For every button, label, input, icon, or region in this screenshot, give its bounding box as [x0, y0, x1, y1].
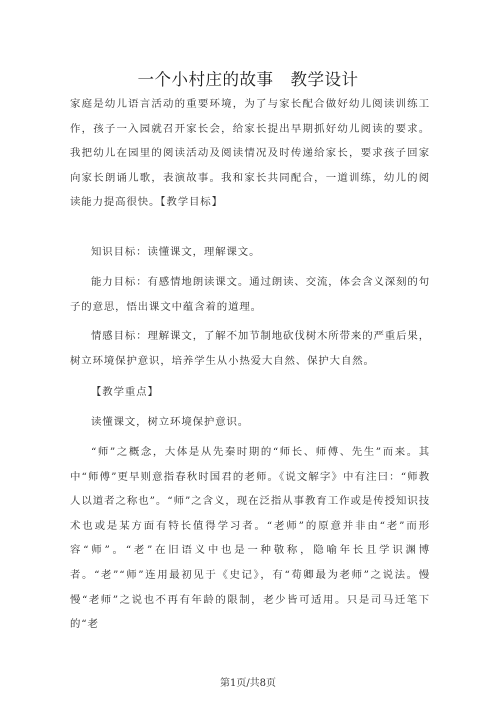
teacher-concept-paragraph: “师”之概念，大体是从先秦时期的“师长、师傅、先生”而来。其中“师傅”更早则意指春秋时国君的老师。《说文解字》中有注曰：“师教人以道者之称也”。“师”之含义，现在泛指从事教育工作或是传授知识技术也或是某方面有特长值得学习者。“老师”的原意并非由“老”而形容“师”。“老”在旧语义中也是一种敬称，隐喻年长且学识渊博者。“老”“师”连用最初见于《史记》，有“荀卿最为老师”之说法。慢慢“老师”之说也不再有年龄的限制，老少皆可适用。只是司马迁笔下的“老 — [70, 446, 430, 631]
knowledge-goal-paragraph: 知识目标：读懂课文，理解课文。 — [91, 246, 261, 258]
emotion-goal-paragraph: 情感目标：理解课文，了解不加节制地砍伐树木所带来的严重后果，树立环境保护意识，培养学生从小热爱大自然、保护大自然。 — [70, 330, 430, 367]
page-number-footer: 第1页/共8页 — [219, 678, 277, 689]
ability-goal-paragraph: 能力目标：有感情地朗读课文。通过朗读、交流，体会含义深刻的句子的意思，悟出课文中蕴含着的道理。 — [70, 276, 430, 313]
document-title: 一个小村庄的故事 教学设计 — [137, 70, 359, 89]
intro-paragraph: 家庭是幼儿语言活动的重要环境，为了与家长配合做好幼儿阅读训练工作，孩子一入园就召开家长会，给家长提出早期抓好幼儿阅读的要求。我把幼儿在园里的阅读活动及阅读情况及时传递给家长，要求孩子回家向家长朗诵儿歌，表演故事。我和家长共同配合，一道训练，幼儿的阅读能力提高很快。【教学目标】 — [70, 98, 430, 209]
key-points-heading: 【教学重点】 — [91, 386, 159, 398]
key-points-paragraph: 读懂课文，树立环境保护意识。 — [91, 416, 250, 428]
